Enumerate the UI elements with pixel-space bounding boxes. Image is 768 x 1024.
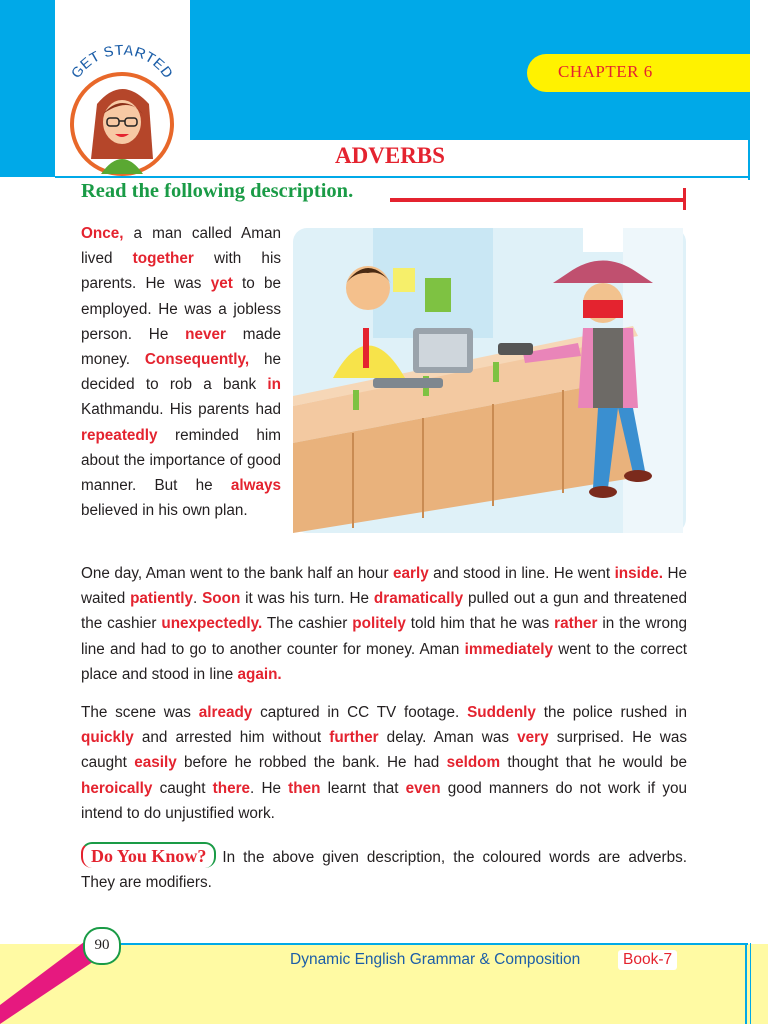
text-run: Kathmandu. His parents had: [81, 401, 281, 419]
adverb-word: early: [392, 565, 429, 582]
text-run: the police rushed in: [535, 704, 687, 721]
page-number: 90: [83, 927, 121, 965]
text-run: he decided to rob a bank: [81, 351, 281, 394]
page-title: ADVERBS: [335, 143, 445, 168]
book-title: Dynamic English Grammar & Composition: [290, 951, 581, 968]
text-run: it was his turn. He: [240, 590, 374, 608]
adverb-word: easily: [134, 754, 177, 772]
adverb-word: rather: [554, 615, 598, 633]
adverb-word: never: [185, 325, 226, 343]
text-run: believed in his own plan.: [81, 502, 248, 520]
footer-corner-decoration: [0, 905, 130, 1024]
text-run: and arrested him without: [133, 729, 330, 747]
paragraph-2: [81, 561, 687, 687]
badge-text: GET STARTED: [67, 44, 177, 82]
adverb-word: there: [212, 779, 251, 797]
text-run: He waited: [81, 565, 688, 608]
adverb-word: seldom: [446, 754, 501, 772]
adverb-word: immediately: [464, 640, 554, 658]
adverb-word: patiently: [130, 590, 193, 608]
adverb-word: together: [132, 250, 194, 268]
text-run: thought that he would be: [500, 754, 687, 772]
text-run: a man called Aman lived: [81, 225, 281, 268]
adverb-word: further: [329, 729, 379, 747]
text-run: learnt that: [320, 779, 406, 797]
text-run: . He: [250, 779, 289, 797]
adverb-word: Suddenly: [467, 704, 536, 721]
instruction-heading: Read the following description.: [81, 180, 354, 202]
adverb-word: unexpectedly.: [161, 615, 263, 633]
text-run: reminded him about the importance of good manner. But he: [81, 426, 281, 495]
text-run: pulled out a gun and threatened the cashier: [81, 590, 687, 633]
instruction-rule: [390, 198, 686, 202]
adverb-word: always: [230, 477, 281, 495]
do-you-know-box: [81, 842, 687, 895]
adverb-word: repeatedly: [81, 426, 158, 444]
text-run: with his parents. He was: [81, 250, 281, 293]
adverb-word: again.: [237, 665, 282, 683]
chapter-label: CHAPTER 6: [558, 62, 653, 81]
adverb-word: heroically: [81, 779, 153, 797]
footer-side-line: [745, 943, 747, 1024]
do-you-know-text: In the above given description, the coloured words are adverbs. They are modifiers.: [81, 849, 687, 892]
adverb-word: dramatically: [373, 590, 464, 608]
text-run: in the wrong line and had to go to another counter for money. Aman: [81, 615, 687, 658]
adverb-word: Once,: [81, 225, 124, 242]
text-run: surprised. He was caught: [81, 729, 687, 772]
text-run: The scene was: [81, 704, 199, 721]
text-run: to be employed. He was a jobless person. He: [81, 275, 282, 343]
text-run: went to the correct place and stood in line: [81, 640, 687, 683]
adverb-word: politely: [352, 615, 406, 633]
do-you-know-label: Do You Know?: [81, 842, 216, 868]
footer-rule: [115, 943, 748, 945]
adverb-word: in: [267, 376, 281, 394]
adverb-word: Soon: [202, 590, 241, 608]
adverb-word: then: [288, 779, 321, 797]
text-run: and stood in line. He went: [428, 565, 615, 582]
text-run: caught: [152, 779, 213, 797]
adverb-word: already: [198, 704, 253, 721]
text-run: One day, Aman went to the bank half an hour: [81, 565, 393, 582]
adverb-word: even: [405, 779, 441, 797]
footer-side-line-2: [750, 943, 751, 1024]
text-run: The cashier: [262, 615, 353, 633]
paragraph-1: [81, 221, 281, 523]
text-run: captured in CC TV footage.: [252, 704, 468, 721]
adverb-word: quickly: [81, 729, 134, 747]
text-run: told him that he was: [405, 615, 555, 633]
paragraph-3: [81, 700, 687, 826]
text-run: .: [192, 590, 203, 608]
text-run: made money.: [81, 325, 282, 369]
adverb-word: yet: [210, 275, 233, 293]
book-number-badge: Book-7: [618, 950, 677, 970]
text-run: good manners do not work if you intend to do unjustified work.: [81, 779, 687, 822]
adverb-word: inside.: [614, 565, 664, 582]
text-run: delay. Aman was: [378, 729, 518, 747]
adverb-word: Consequently,: [144, 351, 250, 369]
adverb-word: very: [517, 729, 549, 747]
text-run: before he robbed the bank. He had: [176, 754, 447, 772]
instruction-rule-cap: [683, 188, 686, 210]
bank-robbery-illustration: [293, 228, 686, 533]
